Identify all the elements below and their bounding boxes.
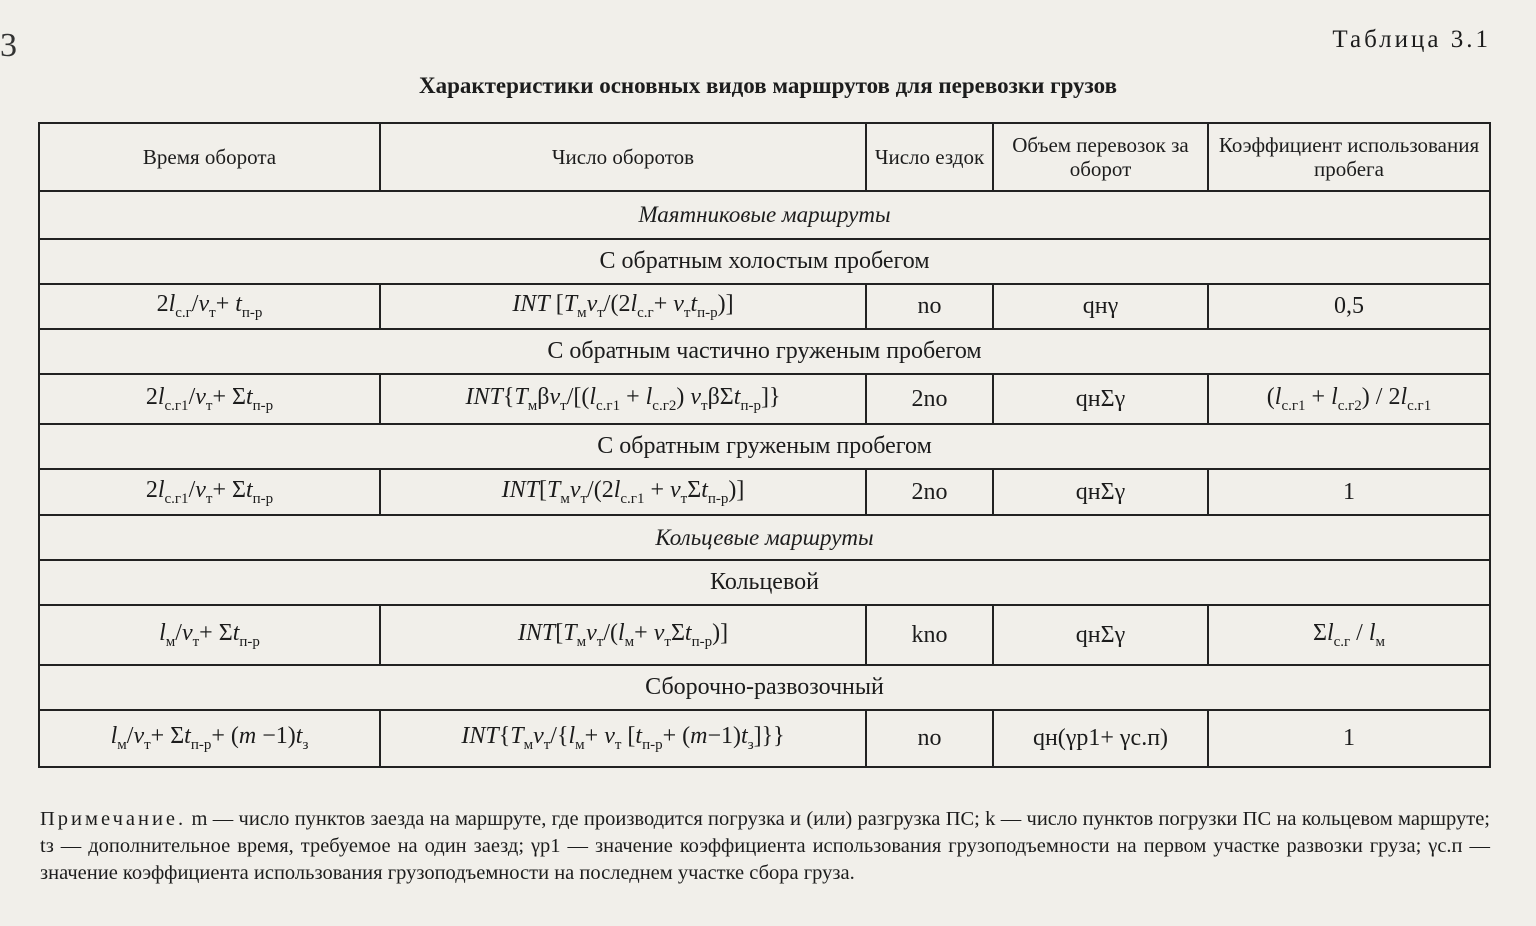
cell-coefficient: $\Sigma l_{с.г} / l_м$ bbox=[1208, 605, 1490, 665]
cell-coefficient: 1 bbox=[1208, 710, 1490, 767]
cell-cycle-time: $l_м/v_т+ \Sigma t_{п-р}$ bbox=[39, 605, 380, 665]
cell-cycles: $INT\{T_м\beta v_т/[(l_{с.г1} + l_{с.г2})$ $v_т\beta\Sigma t_{п-р}$]} bbox=[380, 374, 866, 424]
cell-volume: qнΣγ bbox=[993, 605, 1208, 665]
subsection-pendulum-empty: С обратным холостым пробегом bbox=[39, 239, 1490, 284]
cell-trips: 2nо bbox=[866, 374, 993, 424]
footnote bbox=[40, 806, 1490, 887]
header-cycle-time: Время оборота bbox=[39, 123, 380, 191]
cell-trips: 2nо bbox=[866, 469, 993, 515]
table-title: Характеристики основных видов маршрутов для перевозки грузов bbox=[418, 73, 1118, 98]
table-row bbox=[39, 605, 1490, 665]
cell-volume: qнΣγ bbox=[993, 374, 1208, 424]
cell-cycle-time: $2l_{с.г}/v_т+ t_{п-р}$ bbox=[39, 284, 380, 329]
subsection-ring-basic: Кольцевой bbox=[39, 560, 1490, 605]
table-row bbox=[39, 284, 1490, 329]
page-edge-mark: 3 bbox=[0, 27, 17, 64]
header-volume: Объем перевозок за оборот bbox=[993, 123, 1208, 191]
cell-volume: qнγ bbox=[993, 284, 1208, 329]
footnote-lead: Примечание. bbox=[40, 808, 187, 830]
table-row bbox=[39, 710, 1490, 767]
table-row bbox=[39, 374, 1490, 424]
header-row bbox=[39, 123, 1490, 191]
cell-coefficient: $(l_{с.г1} + l_{с.г2}) / 2l_{с.г1}$ bbox=[1208, 374, 1490, 424]
cell-cycles: INT $[T_мv_т/(2l_{с.г}+ v_тt_{п-р})]$ bbox=[380, 284, 866, 329]
subsection-pendulum-loaded: С обратным груженым пробегом bbox=[39, 424, 1490, 469]
cell-cycle-time: $l_м/v_т+ \Sigma t_{п-р}+ (m -1)t_з$ bbox=[39, 710, 380, 767]
header-trips: Число ездок bbox=[866, 123, 993, 191]
cell-trips: nо bbox=[866, 710, 993, 767]
table-row bbox=[39, 469, 1490, 515]
section-ring: Кольцевые маршруты bbox=[39, 515, 1490, 560]
cell-trips: nо bbox=[866, 284, 993, 329]
cell-cycle-time: $2l_{с.г1}/v_т+ \Sigma t_{п-р}$ bbox=[39, 469, 380, 515]
header-cycles: Число оборотов bbox=[380, 123, 866, 191]
cell-cycles: $INT[T_мv_т/(2l_{с.г1} + v_т\Sigma t_{п-р})]$ bbox=[380, 469, 866, 515]
cell-cycles: $INT[T_мv_т/(l_м+ v_т\Sigma t_{п-р})]$ bbox=[380, 605, 866, 665]
header-coefficient: Коэффициент использования пробега bbox=[1208, 123, 1490, 191]
cell-coefficient: 0,5 bbox=[1208, 284, 1490, 329]
cell-volume: qнΣγ bbox=[993, 469, 1208, 515]
cell-volume: qн(γр1+ γс.п) bbox=[993, 710, 1208, 767]
cell-cycle-time: $2l_{с.г1}/v_т+ \Sigma t_{п-р}$ bbox=[39, 374, 380, 424]
subsection-pendulum-partial: С обратным частично груженым пробегом bbox=[39, 329, 1490, 374]
cell-trips: knо bbox=[866, 605, 993, 665]
cell-coefficient: 1 bbox=[1208, 469, 1490, 515]
footnote-text: m — число пунктов заезда на маршруте, где производится погрузка и (или) разгрузка ПС; k — число пунктов погрузки ПС на кольцевом маршруте; tз — дополнительное время, требуемое на один заезд; γр1 — значение коэффициента использования грузоподъемности на первом участке развозки груза; γс.п — значение коэффициента использования грузоподъемности на последнем участке сбора груза. bbox=[40, 808, 1490, 884]
table-number: Таблица 3.1 bbox=[1332, 26, 1491, 53]
section-pendulum: Маятниковые маршруты bbox=[39, 191, 1490, 239]
subsection-ring-collect: Сборочно-развозочный bbox=[39, 665, 1490, 710]
routes-table bbox=[38, 122, 1491, 768]
cell-cycles: $INT\{T_мv_т/\{l_м+ v_т$ $[t_{п-р}+ (m-1)t_з]$}} bbox=[380, 710, 866, 767]
